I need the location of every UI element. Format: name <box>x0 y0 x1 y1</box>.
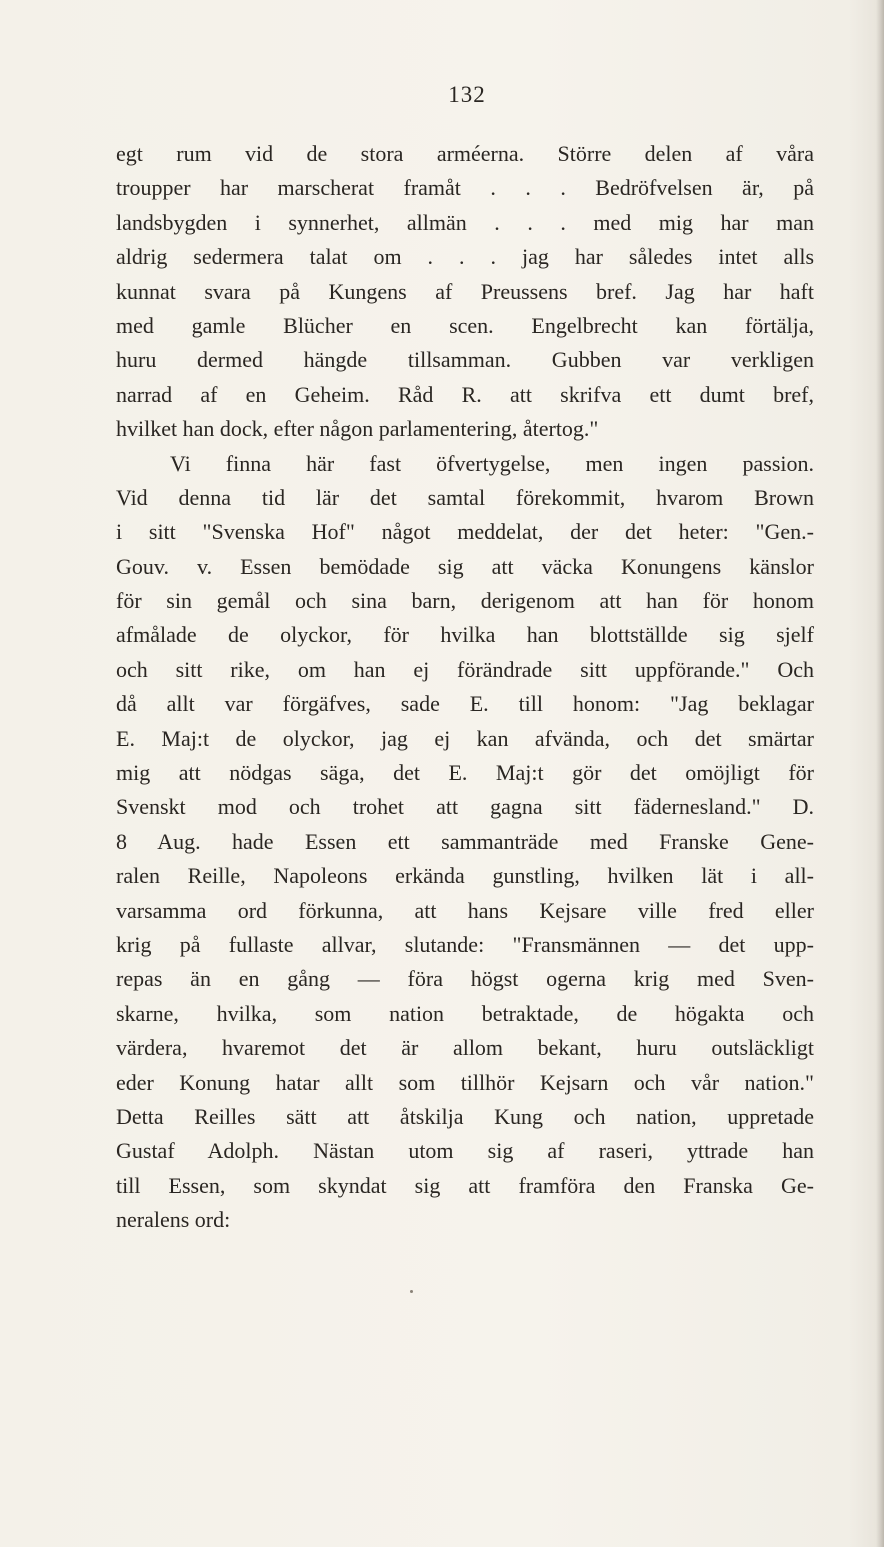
text-line: neralens ord: <box>116 1207 231 1233</box>
text-line: då allt var förgäfves, sade E. till honom: "Jag beklagar <box>116 691 814 717</box>
text-line: hvilket han dock, efter någon parlamentering, återtog." <box>116 416 599 442</box>
text-line: varsamma ord förkunna, att hans Kejsare ville fred eller <box>116 897 814 923</box>
text-line: landsbygden i synnerhet, allmän . . . med mig har man <box>116 209 814 235</box>
page-edge-shadow <box>876 0 884 1547</box>
text-line: och sitt rike, om han ej förändrade sitt uppförande." Och <box>116 656 814 682</box>
text-line: till Essen, som skyndat sig att framföra den Franska Ge- <box>116 1172 814 1198</box>
text-line: 8 Aug. hade Essen ett sammanträde med Franske Gene- <box>116 828 814 854</box>
text-line: Svenskt mod och trohet att gagna sitt fädernesland." D. <box>116 794 814 820</box>
page-number: 132 <box>448 82 486 107</box>
text-line: Gouv. v. Essen bemödade sig att väcka Konungens känslor <box>116 553 814 579</box>
paragraph-start-line: Vi finna här fast öfvertygelse, men ingen passion. <box>170 450 814 476</box>
text-line: mig att nödgas säga, det E. Maj:t gör det omöjligt för <box>116 760 814 786</box>
text-line: repas än en gång — föra högst ogerna krig med Sven- <box>116 966 814 992</box>
text-line: krig på fullaste allvar, slutande: "Fransmännen — det upp- <box>116 931 814 957</box>
text-line: narrad af en Geheim. Råd R. att skrifva ett dumt bref, <box>116 381 814 407</box>
text-line: aldrig sedermera talat om . . . jag har således intet alls <box>116 244 814 270</box>
text-line: eder Konung hatar allt som tillhör Kejsarn och vår nation." <box>116 1069 814 1095</box>
text-line: ralen Reille, Napoleons erkända gunstling, hvilken lät i all- <box>116 863 814 889</box>
paper-speck <box>410 1290 413 1293</box>
text-line: för sin gemål och sina barn, derigenom att han för honom <box>116 588 814 614</box>
text-line: huru dermed hängde tillsamman. Gubben var verkligen <box>116 347 814 373</box>
text-line: skarne, hvilka, som nation betraktade, de högakta och <box>116 1000 814 1026</box>
body-text <box>116 137 814 1238</box>
text-line: Vid denna tid lär det samtal förekommit, hvarom Brown <box>116 484 814 510</box>
text-line: troupper har marscherat framåt . . . Bedröfvelsen är, på <box>116 175 814 201</box>
text-line: Detta Reilles sätt att åtskilja Kung och nation, uppretade <box>116 1103 814 1129</box>
text-line: med gamle Blücher en scen. Engelbrecht kan förtälja, <box>116 312 814 338</box>
text-line: i sitt "Svenska Hof" något meddelat, der det heter: "Gen.- <box>116 519 814 545</box>
text-line: kunnat svara på Kungens af Preussens bref. Jag har haft <box>116 278 814 304</box>
text-line: egt rum vid de stora arméerna. Större delen af våra <box>116 141 814 166</box>
text-line: E. Maj:t de olyckor, jag ej kan afvända, och det smärtar <box>116 725 814 751</box>
text-line: Gustaf Adolph. Nästan utom sig af raseri, yttrade han <box>116 1138 814 1164</box>
text-line: afmålade de olyckor, för hvilka han blottställde sig sjelf <box>116 622 814 648</box>
text-line: värdera, hvaremot det är allom bekant, huru outsläckligt <box>116 1035 814 1061</box>
